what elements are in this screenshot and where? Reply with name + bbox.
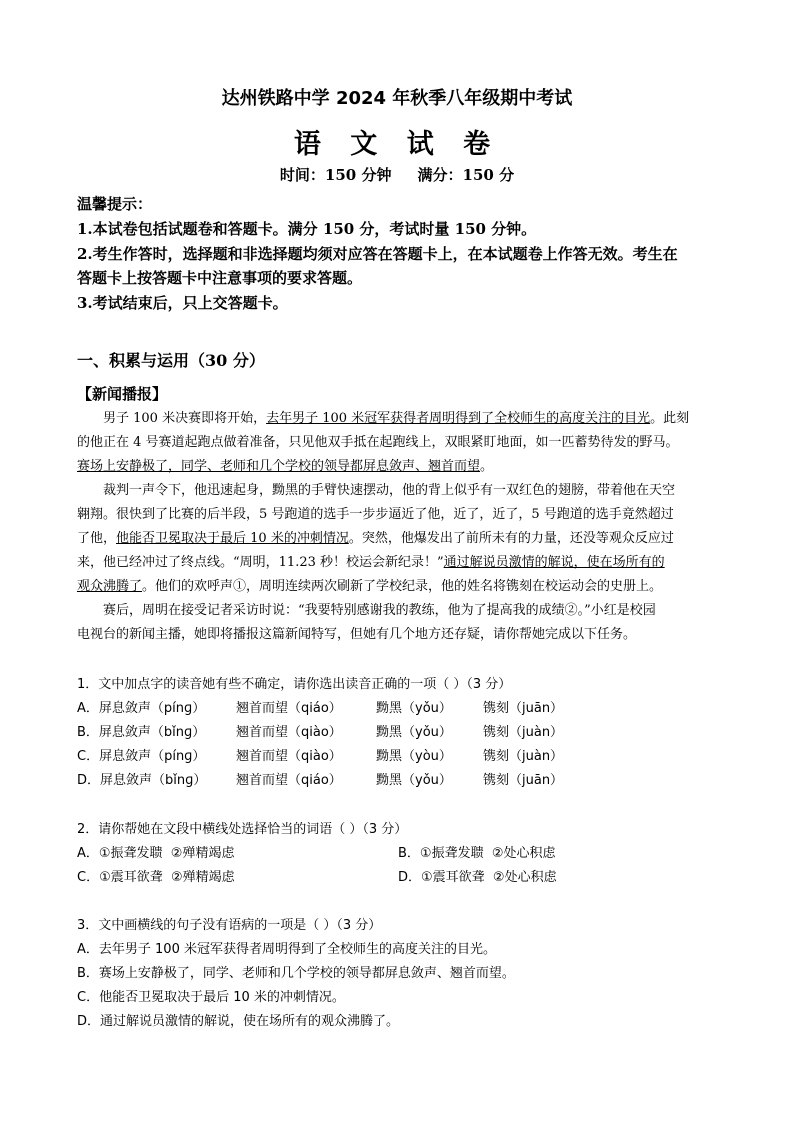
- q1-option-c-part3: 黝黑（yòu）: [376, 749, 452, 764]
- underlined-sentence-d-cont: 观众沸腾了: [77, 579, 143, 594]
- q3-option-a: A．去年男子 100 米冠军获得者周明得到了全校师生的高度关注的目光。: [77, 942, 496, 957]
- notice-item-2-cont: 答题卡上按答题卡中注意事项的要求答题。: [77, 269, 363, 287]
- q1-option-a-part4: 镌刻（juān）: [483, 701, 564, 716]
- news-line: 翱翔。很快到了比赛的后半段，5 号跑道的选手一步步逼近了他，近了，近了，5 号跑道的选手竟然超过: [77, 507, 674, 522]
- q1-option-d-part1: D．屏息敛声（bǐnɡ）: [77, 773, 207, 788]
- underlined-sentence-a: 去年男子 100 米冠军获得者周明得到了全校师生的高度关注的目光: [266, 411, 651, 426]
- news-tag: 【新闻播报】: [77, 385, 168, 403]
- q1-option-b-part3: 黝黑（yǒu）: [376, 725, 452, 740]
- notice-heading: 温馨提示：: [77, 195, 153, 213]
- q1-option-d-part3: 黝黑（yǒu）: [376, 773, 452, 788]
- news-line: 裁判一声令下，他迅速起身，黝黑的手臂快速摆动，他的背上似乎有一双红色的翅膀，带着他在天空: [103, 483, 676, 498]
- news-passage: [77, 407, 727, 647]
- q1-option-d-part2: 翘首而望（qiáo）: [236, 773, 342, 788]
- section-heading: 一、积累与运用（30 分）: [77, 351, 265, 370]
- news-line: 了他，他能否卫冕取决于最后 10 米的冲刺情况。突然，他爆发出了前所未有的力量，还没等观众反应过: [77, 531, 674, 546]
- q1-option-c-part1: C．屏息敛声（pínɡ）: [77, 749, 206, 764]
- q2-option-a: A．①振聋发聩 ②殚精竭虑: [77, 846, 235, 861]
- news-line: 的他正在 4 号赛道起跑点做着准备，只见他双手抵在起跑线上，双眼紧盯地面，如一匹蓄势待发的野马。: [77, 435, 679, 450]
- q1-option-a-part1: A．屏息敛声（pínɡ）: [77, 701, 206, 716]
- q2-option-d: D．①震耳欲聋 ②处心积虑: [398, 870, 557, 885]
- q1-option-a-part3: 黝黑（yǒu）: [376, 701, 452, 716]
- question-3-stem: 3．文中画横线的句子没有语病的一项是（ ）（3 分）: [77, 918, 382, 933]
- q2-option-c: C．①震耳欲聋 ②殚精竭虑: [77, 870, 235, 885]
- question-1-stem: 1．文中加点字的读音她有些不确定，请你选出读音正确的一项（ ）（3 分）: [77, 677, 512, 692]
- news-line: 观众沸腾了。他们的欢呼声①，周明连续两次刷新了学校纪录，他的姓名将镌刻在校运动会的史册上。: [77, 579, 663, 594]
- notice-item-2: 2.考生作答时，选择题和非选择题均须对应答在答题卡上，在本试题卷上作答无效。考生在: [77, 245, 678, 263]
- q3-option-b: B．赛场上安静极了，同学、老师和几个学校的领导都屏息敛声、翘首而望。: [77, 966, 515, 981]
- news-line: 赛场上安静极了，同学、老师和几个学校的领导都屏息敛声、翘首而望。: [77, 459, 494, 474]
- q3-option-d: D．通过解说员激情的解说，使在场所有的观众沸腾了。: [77, 1014, 400, 1029]
- q2-option-b: B．①振聋发聩 ②处心积虑: [398, 846, 556, 861]
- notice-item-1: 1.本试卷包括试题卷和答题卡。满分 150 分，考试时量 150 分钟。: [77, 220, 537, 238]
- news-line: 赛后，周明在接受记者采访时说：“我要特别感谢我的教练，他为了提高我的成绩②。”小红是校园: [103, 603, 656, 618]
- news-line: 电视台的新闻主播，她即将播报这篇新闻特写，但她有几个地方还存疑，请你帮她完成以下任务。: [77, 627, 637, 642]
- underlined-sentence-d: 通过解说员激情的解说，使在场所有的: [443, 555, 665, 570]
- q1-option-b-part1: B．屏息敛声（bǐnɡ）: [77, 725, 206, 740]
- q3-option-c: C．他能否卫冕取决于最后 10 米的冲刺情况。: [77, 990, 345, 1005]
- exam-school-title: 达州铁路中学 2024 年秋季八年级期中考试: [221, 88, 573, 109]
- q1-option-c-part2: 翘首而望（qiào）: [236, 749, 342, 764]
- q1-option-b-part4: 镌刻（juàn）: [483, 725, 564, 740]
- exam-subject-title: 语 文 试 卷: [293, 129, 501, 160]
- q1-option-a-part2: 翘首而望（qiáo）: [236, 701, 342, 716]
- q1-option-c-part4: 镌刻（juàn）: [483, 749, 564, 764]
- question-2-stem: 2．请你帮她在文段中横线处选择恰当的词语（ ）（3 分）: [77, 822, 408, 837]
- exam-time-info: 时间：150 分钟 满分：150 分: [279, 166, 515, 184]
- news-line: 男子 100 米决赛即将开始，去年男子 100 米冠军获得者周明得到了全校师生的高度关注的目光。此刻: [103, 411, 690, 426]
- underlined-sentence-c: 他能否卫冕取决于最后 10 米的冲刺情况: [116, 531, 349, 546]
- notice-item-3: 3.考试结束后，只上交答题卡。: [77, 294, 288, 312]
- underlined-sentence-b: 赛场上安静极了，同学、老师和几个学校的领导都屏息敛声、翘首而望: [77, 459, 481, 474]
- q1-option-b-part2: 翘首而望（qiào）: [236, 725, 342, 740]
- q1-option-d-part4: 镌刻（juān）: [483, 773, 564, 788]
- news-line: 来，他已经冲过了终点线。“周明，11.23 秒！校运会新纪录！”通过解说员激情的解说，使在场所有的: [77, 555, 665, 570]
